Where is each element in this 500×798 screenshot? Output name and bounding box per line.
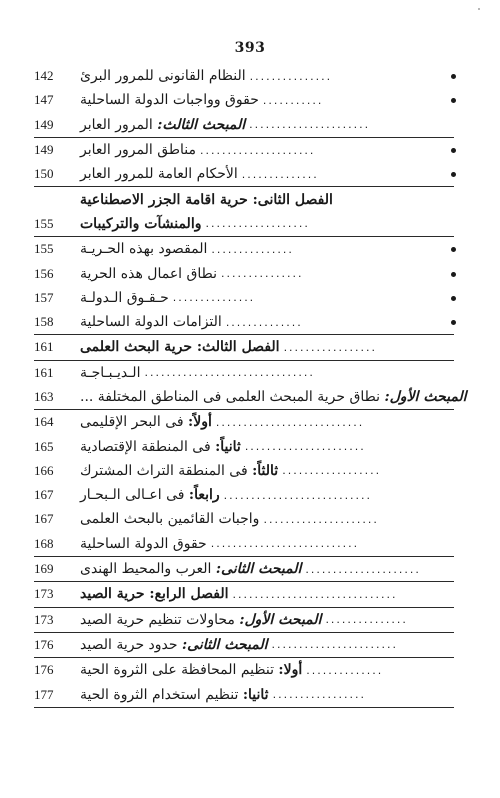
toc-entry: [80, 92, 454, 108]
toc-row: [34, 261, 454, 285]
toc-page-number: 155: [34, 215, 54, 231]
toc-entry-label: [80, 414, 212, 430]
dot-leader: ..................: [282, 464, 382, 478]
entry-title: الأحكام العامة للمرور العابر: [80, 166, 238, 183]
toc-page-number: 161: [34, 364, 54, 380]
entry-title: حقوق وواجبات الدولة الساحلية: [80, 92, 259, 109]
toc-page-number: 163: [34, 389, 54, 404]
toc-row: [34, 361, 454, 385]
toc-entry: [80, 511, 454, 527]
section-prefix: المبحث الأول:: [384, 389, 467, 405]
item-ordinal: ثالثاً:: [252, 462, 279, 479]
toc-page-number: 164: [34, 414, 54, 430]
toc-row: [34, 88, 454, 112]
entry-title: نطاق حرية المبحث العلمى فى المناطق المختلفة ...: [80, 389, 385, 405]
scan-speck: [478, 8, 480, 10]
toc-row: [34, 633, 454, 658]
bullet-icon: [451, 172, 456, 177]
toc-row: [34, 237, 454, 261]
toc-row: [34, 335, 454, 360]
toc-entry: [80, 166, 454, 182]
toc-row: [34, 608, 454, 633]
toc-entry: [80, 290, 454, 306]
toc-entry: [80, 266, 454, 282]
dot-leader: .................: [283, 340, 378, 354]
toc-entry: [80, 117, 454, 133]
toc-row: [34, 658, 454, 682]
section-prefix: المبحث الثانى:: [215, 561, 302, 578]
item-ordinal: ثانياً:: [215, 438, 241, 455]
toc-row: [34, 410, 454, 434]
toc-entry: [80, 365, 454, 381]
toc-entry-label: [80, 117, 245, 133]
toc-entry-label: [80, 192, 333, 208]
toc-page-number: 155: [34, 241, 54, 257]
toc-entry-label: [80, 216, 201, 232]
entry-title: حدود حرية الصيد: [80, 636, 182, 653]
dot-leader: ...............................: [144, 366, 315, 380]
dot-leader: .....................: [200, 143, 316, 157]
toc-entry-label: [80, 487, 220, 503]
toc-entry-label: [80, 389, 467, 405]
toc-entry-label: [80, 365, 140, 381]
toc-page-number: 156: [34, 265, 54, 281]
toc-page-number: 142: [34, 68, 54, 84]
toc-row: [34, 138, 454, 162]
toc-entry: [80, 439, 454, 455]
bullet-icon: [451, 148, 456, 153]
toc-page-number: 167: [34, 487, 54, 503]
toc-row: [34, 162, 454, 187]
toc-entry: [80, 687, 454, 703]
toc-entry: [80, 586, 454, 602]
bullet-icon: [451, 320, 456, 325]
toc-entry: [80, 339, 454, 355]
toc-row: [34, 113, 454, 138]
entry-title: حقوق الدولة الساحلية: [80, 535, 207, 552]
toc-page-number: 150: [34, 166, 54, 182]
toc-page-number: 147: [34, 92, 54, 108]
toc-entry: [80, 68, 454, 84]
toc-page-number: 149: [34, 116, 54, 132]
toc-entry-label: [80, 612, 321, 628]
toc-entry-label: [80, 142, 196, 158]
toc-row: [34, 212, 454, 237]
toc-page-number: 165: [34, 438, 54, 454]
table-of-contents: [34, 64, 467, 708]
entry-title: تنظيم المحافظة على الثروة الحية: [80, 662, 279, 679]
entry-title: العرب والمحيط الهندى: [80, 561, 216, 578]
toc-entry-label: [80, 463, 278, 479]
toc-entry: [80, 561, 454, 577]
toc-page-number: 168: [34, 535, 54, 551]
bullet-icon: [451, 74, 456, 79]
dot-leader: .................: [272, 688, 367, 702]
entry-title: فى البحر الإقليمى: [80, 414, 189, 431]
entry-title: نطاق اعمال هذه الحرية: [80, 265, 218, 282]
toc-entry: [80, 414, 454, 430]
toc-page-number: 176: [34, 662, 54, 678]
entry-title: فى المنطقة التراث المشترك: [80, 462, 253, 479]
dot-leader: ...........................: [210, 537, 360, 551]
entry-title: حـقـوق الـدولـة: [80, 289, 169, 306]
dot-leader: ..............: [306, 663, 384, 677]
entry-title: والمنشآت والتركيبات: [80, 215, 202, 232]
item-ordinal: أولا:: [278, 662, 303, 679]
toc-row: [34, 187, 454, 211]
toc-page-number: 149: [34, 142, 54, 158]
toc-entry: [80, 216, 454, 232]
toc-entry-label: [80, 290, 169, 306]
toc-row: [34, 310, 454, 335]
dot-leader: ...............: [211, 242, 294, 256]
entry-title: المقصود بهذه الحـريـة: [80, 241, 208, 258]
toc-row: [34, 582, 454, 607]
toc-entry-label: [80, 439, 241, 455]
toc-entry-label: [80, 561, 301, 577]
item-ordinal: ثانيا:: [242, 686, 269, 703]
dot-leader: ...........: [262, 93, 324, 107]
toc-page-number: 167: [34, 511, 54, 527]
dot-leader: ..............: [241, 167, 319, 181]
toc-page-number: 158: [34, 314, 54, 330]
toc-row: [34, 483, 454, 507]
entry-title: تنظيم استخدام الثروة الحية: [80, 686, 243, 703]
toc-page-number: 177: [34, 686, 54, 702]
toc-page-number: 173: [34, 611, 54, 627]
toc-page-number: 161: [34, 339, 54, 355]
entry-title: فى اعـالى الـبحـار: [80, 487, 189, 504]
toc-entry: [80, 314, 454, 330]
entry-title: محاولات تنظيم حرية الصيد: [80, 611, 240, 628]
bullet-icon: [451, 247, 456, 252]
toc-page-number: 166: [34, 462, 54, 478]
dot-leader: .......................: [271, 638, 398, 652]
entry-title: الفصل الرابع: حرية الصيد: [80, 586, 229, 603]
entry-title: المرور العابر: [80, 116, 158, 133]
dot-leader: ..............................: [232, 587, 398, 601]
toc-entry: [80, 487, 454, 503]
dot-leader: ...................: [205, 217, 310, 231]
entry-title: التزامات الدولة الساحلية: [80, 314, 222, 331]
dot-leader: ......................: [244, 440, 366, 454]
toc-entry-label: [80, 339, 280, 355]
toc-row: [34, 507, 454, 531]
toc-row: [34, 385, 467, 410]
bullet-icon: [451, 98, 456, 103]
toc-row: [34, 682, 454, 707]
entry-title: الفصل الثانى: حرية اقامة الجزر الاصطناعية: [80, 191, 333, 208]
toc-row: [34, 459, 454, 483]
toc-entry-label: [80, 662, 302, 678]
toc-entry: [80, 637, 454, 653]
entry-title: مناطق المرور العابر: [80, 142, 196, 159]
toc-row: [34, 557, 454, 582]
toc-row: [34, 64, 454, 88]
page-number: 393: [234, 40, 266, 56]
toc-entry-label: [80, 586, 229, 602]
toc-entry: [80, 662, 454, 678]
item-ordinal: رابعاً:: [188, 487, 220, 504]
toc-page-number: 173: [34, 586, 54, 602]
section-prefix: المبحث الأول:: [239, 611, 322, 628]
entry-title: الـديـبـاجـة: [80, 364, 141, 381]
dot-leader: ...............: [172, 291, 256, 305]
dot-leader: .....................: [305, 562, 421, 576]
toc-page-number: 176: [34, 636, 54, 652]
toc-entry-label: [80, 511, 259, 527]
toc-entry: [80, 192, 454, 208]
section-prefix: المبحث الثالث:: [157, 116, 246, 133]
toc-entry: [80, 463, 454, 479]
toc-page-number: 169: [34, 561, 54, 577]
toc-entry-label: [80, 266, 217, 282]
toc-row: [34, 532, 454, 557]
dot-leader: ...........................: [215, 415, 365, 429]
toc-entry-label: [80, 314, 222, 330]
bullet-icon: [451, 296, 456, 301]
entry-title: النظام القانونى للمرور البرئ: [80, 68, 246, 85]
item-ordinal: أولاً:: [188, 414, 212, 431]
toc-entry: [80, 389, 467, 405]
toc-entry: [80, 612, 454, 628]
dot-leader: ..............: [225, 315, 303, 329]
toc-entry-label: [80, 687, 269, 703]
toc-entry: [80, 142, 454, 158]
toc-entry-label: [80, 536, 207, 552]
bullet-icon: [451, 272, 456, 277]
toc-entry-label: [80, 166, 238, 182]
dot-leader: ......................: [249, 118, 371, 132]
entry-title: واجبات القائمين بالبحث العلمى: [80, 511, 260, 528]
dot-leader: ...........................: [223, 488, 373, 502]
toc-row: [34, 434, 454, 458]
dot-leader: .....................: [263, 512, 379, 526]
toc-entry-label: [80, 637, 268, 653]
entry-title: الفصل الثالث: حرية البحث العلمى: [80, 339, 280, 356]
dot-leader: ...............: [325, 613, 408, 627]
dot-leader: ...............: [249, 69, 333, 83]
toc-entry-label: [80, 68, 246, 84]
dot-leader: ...............: [221, 267, 304, 281]
entry-title: فى المنطقة الإقتصادية: [80, 438, 216, 455]
toc-entry: [80, 536, 454, 552]
toc-entry-label: [80, 241, 207, 257]
toc-row: [34, 286, 454, 310]
section-prefix: المبحث الثانى:: [182, 636, 268, 653]
toc-page-number: 157: [34, 289, 54, 305]
toc-entry: [80, 241, 454, 257]
toc-entry-label: [80, 92, 259, 108]
